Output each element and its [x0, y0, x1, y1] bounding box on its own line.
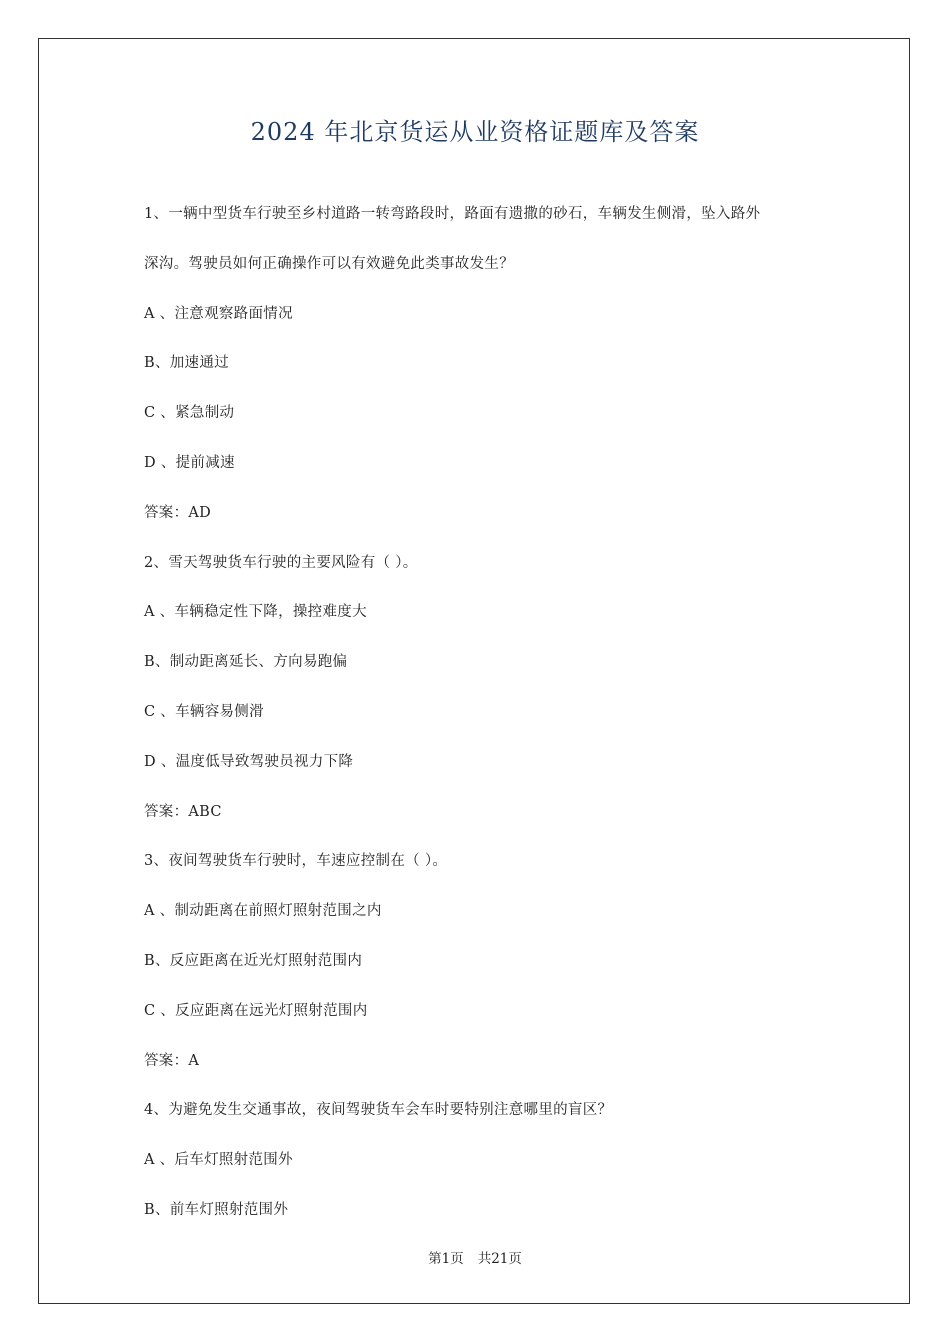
question-4-option-b: B、前车灯照射范围外 [144, 1201, 289, 1218]
question-2-option-a: A 、车辆稳定性下降，操控难度大 [144, 604, 367, 621]
question-2-option-b: B、制动距离延长、方向易跑偏 [144, 654, 348, 671]
question-2-option-d: D 、温度低导致驾驶员视力下降 [144, 753, 354, 770]
question-2-text: 2、雪天驾驶货车行驶的主要风险有（ ）。 [144, 554, 418, 571]
question-3-option-c: C 、反应距离在远光灯照射范围内 [144, 1002, 368, 1019]
question-2-option-c: C 、车辆容易侧滑 [144, 703, 264, 720]
question-3-option-a: A 、制动距离在前照灯照射范围之内 [144, 903, 382, 920]
page-number: 第1页 [428, 1251, 464, 1267]
question-1-text: 1、一辆中型货车行驶至乡村道路一转弯路段时，路面有遗撒的砂石，车辆发生侧滑，坠入路外 [144, 206, 761, 222]
document-title: 2024 年北京货运从业资格证题库及答案 [250, 118, 700, 146]
page-footer [0, 1247, 950, 1267]
question-1-option-a: A 、注意观察路面情况 [144, 305, 293, 322]
question-4-option-a: A 、后车灯照射范围外 [144, 1152, 293, 1169]
document-body [144, 200, 824, 1246]
question-1-text-cont: 深沟。驾驶员如何正确操作可以有效避免此类事故发生？ [144, 255, 514, 272]
question-1-option-d: D 、提前减速 [144, 454, 235, 471]
question-1-option-c: C 、紧急制动 [144, 405, 235, 422]
page-total: 共21页 [477, 1251, 522, 1267]
question-3-answer: 答案：A [144, 1052, 200, 1069]
question-1-answer: 答案：AD [144, 504, 212, 521]
question-3-text: 3、夜间驾驶货车行驶时，车速应控制在（ ）。 [144, 853, 448, 870]
question-1-option-b: B、加速通过 [144, 355, 229, 372]
question-4-text: 4、为避免发生交通事故，夜间驾驶货车会车时要特别注意哪里的盲区？ [144, 1102, 613, 1119]
question-3-option-b: B、反应距离在近光灯照射范围内 [144, 952, 363, 969]
question-2-answer: 答案：ABC [144, 803, 222, 820]
